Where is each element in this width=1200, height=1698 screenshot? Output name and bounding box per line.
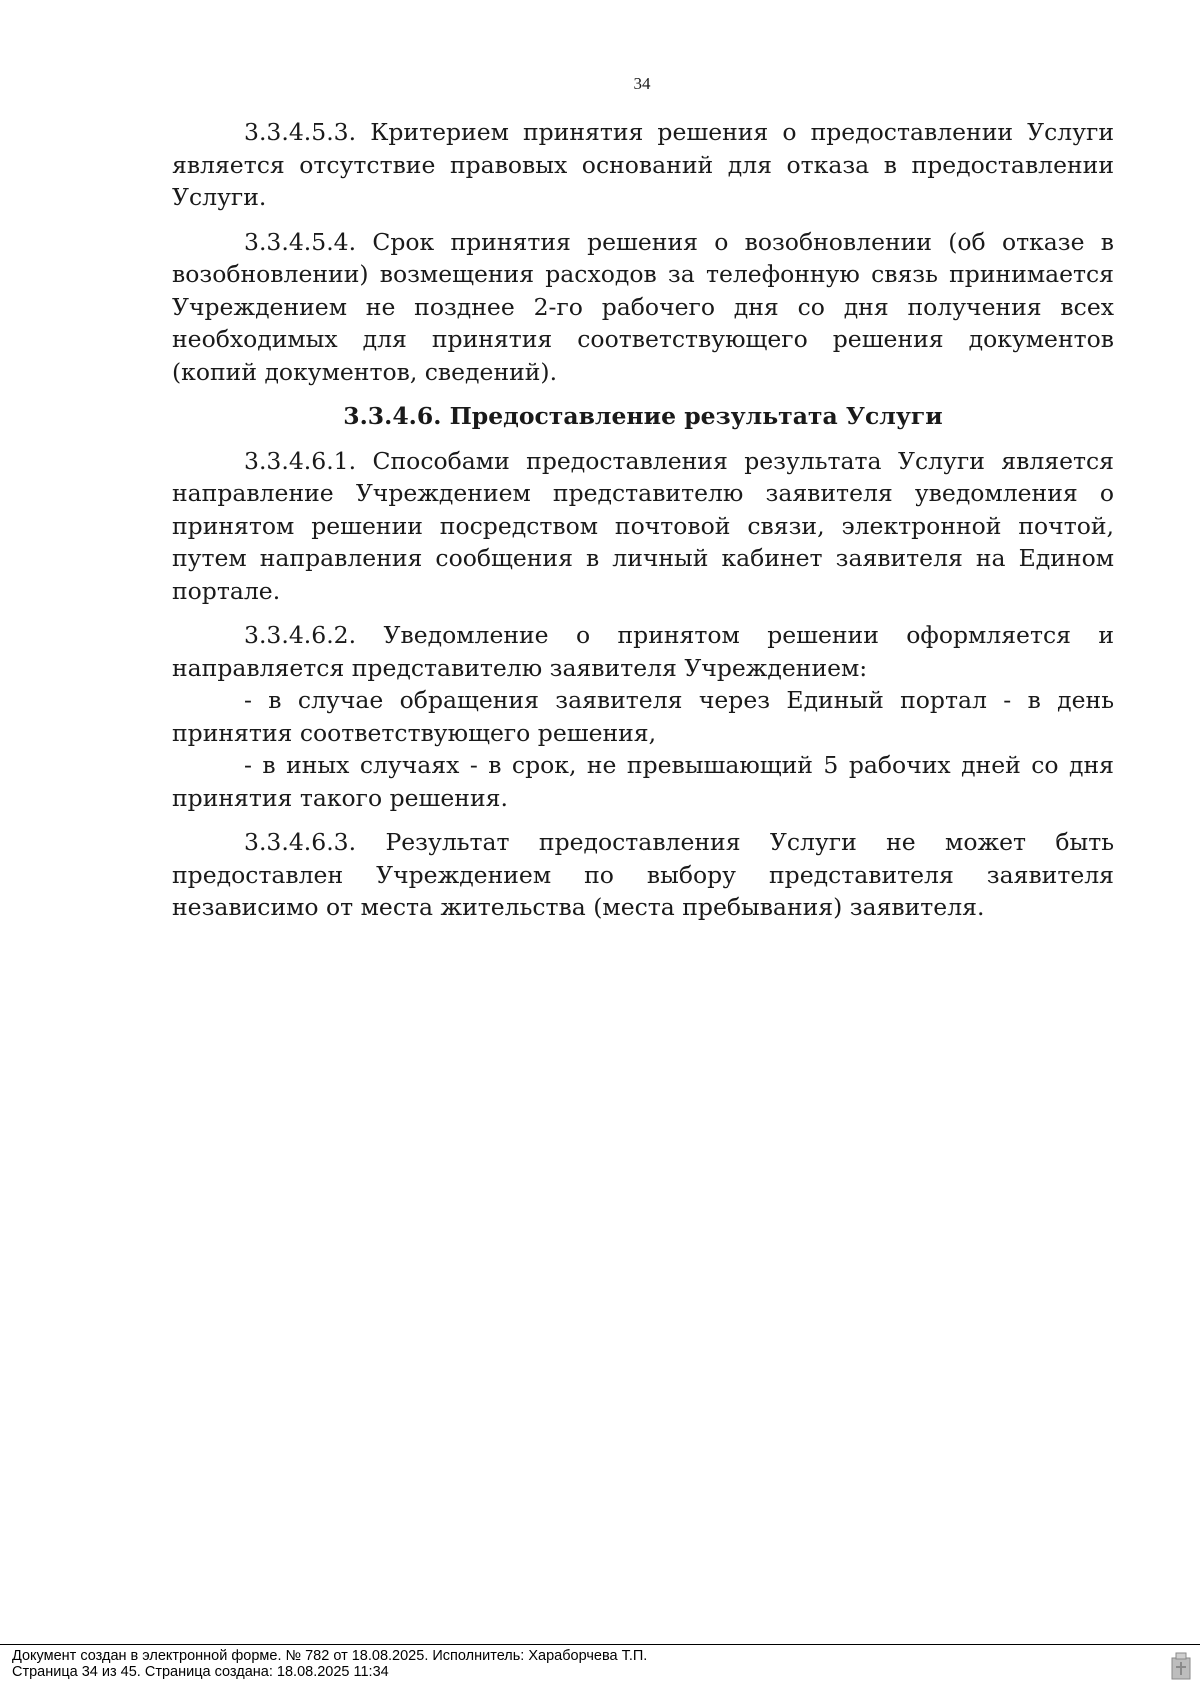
paragraph-3-3-4-5-3: 3.3.4.5.3. Критерием принятия решения о предоставлении Услуги является отсутствие правовых оснований для отказа в предоставлении Услуги. [172, 118, 1114, 211]
document-body [172, 116, 1114, 936]
paragraph-3-3-4-6-2: 3.3.4.6.2. Уведомление о принятом решении оформляется и направляется представителю заявителя Учреждением: [172, 621, 1114, 682]
footer-divider [0, 1644, 1200, 1645]
coat-of-arms-icon [1171, 1652, 1191, 1680]
page-number: 34 [633, 74, 651, 93]
list-item-other-cases: - в иных случаях - в срок, не превышающий 5 рабочих дней со дня принятия такого решения. [172, 751, 1114, 812]
section-heading: 3.3.4.6. Предоставление результата Услуги [343, 402, 943, 430]
list-item-single-portal: - в случае обращения заявителя через Единый портал - в день принятия соответствующего решения, [172, 686, 1114, 747]
footer [12, 1648, 647, 1680]
footer-page-info: Страница 34 из 45. Страница создана: 18.08.2025 11:34 [12, 1664, 389, 1680]
paragraph-3-3-4-6-3: 3.3.4.6.3. Результат предоставления Услуги не может быть предоставлен Учреждением по выбору представителя заявителя независимо от места жительства (места пребывания) заявителя. [172, 828, 1114, 921]
paragraph-3-3-4-5-4: 3.3.4.5.4. Срок принятия решения о возобновлении (об отказе в возобновлении) возмещения расходов за телефонную связь принимается Учреждением не позднее 2-го рабочего дня со дня получения всех необходимых для принятия соответствующего решения документов (копий документов, сведений). [172, 227, 1114, 386]
paragraph-3-3-4-6-1: 3.3.4.6.1. Способами предоставления результата Услуги является направление Учреждением представителю заявителя уведомления о принятом решении посредством почтовой связи, электронной почтой, путем направления сообщения в личный кабинет заявителя на Едином портале. [172, 446, 1114, 605]
footer-document-info: Документ создан в электронной форме. № 782 от 18.08.2025. Исполнитель: Хараборчева Т.П. [12, 1648, 648, 1664]
